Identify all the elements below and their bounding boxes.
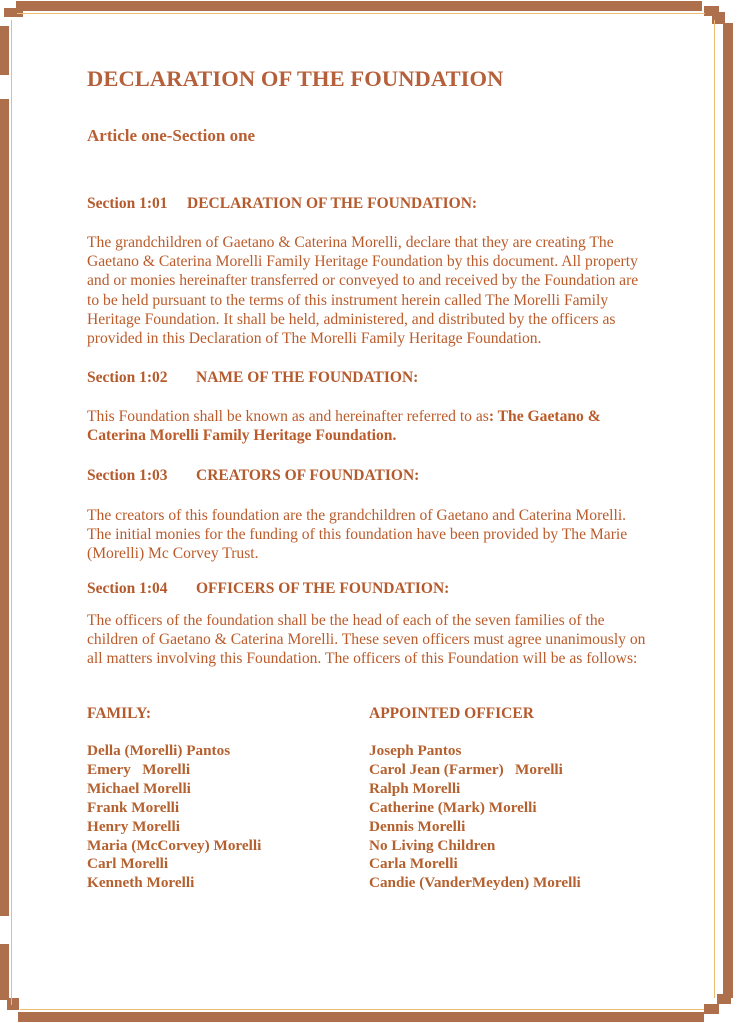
frame-inner-line-left (11, 20, 12, 1005)
family-name: Maria (McCorvey) Morelli (87, 836, 262, 854)
article-heading: Article one-Section one (87, 126, 256, 145)
officer-name: Catherine (Mark) Morelli (369, 798, 537, 816)
frame-bottom-right-corner (704, 1004, 719, 1014)
officer-name: Joseph Pantos (369, 742, 462, 759)
section-body-text: This Foundation shall be known as and hereinafter referred to as (87, 408, 489, 425)
family-name: Henry Morelli (87, 817, 180, 835)
section-number: Section 1:03 (87, 467, 168, 484)
section-title: DECLARATION OF THE FOUNDATION: (187, 195, 478, 212)
officer-name: Dennis Morelli (369, 817, 466, 835)
section-body: The creators of this foundation are the grandchildren of Gaetano and Caterina Morelli. The initial monies for the funding of this foundation have been provided by The Marie (Morelli) Mc Corvey Trust. (87, 507, 628, 563)
frame-top-left-corner (4, 8, 23, 17)
family-name: Emery Morelli (87, 760, 191, 778)
officer-name: No Living Children (369, 836, 496, 854)
section-number: Section 1:04 (87, 580, 168, 597)
section-title: NAME OF THE FOUNDATION: (196, 369, 419, 386)
frame-top-right-corner (704, 6, 719, 16)
document-title: DECLARATION OF THE FOUNDATION (87, 66, 504, 91)
section-body (87, 407, 627, 445)
section-heading (87, 580, 449, 598)
section-body: The grandchildren of Gaetano & Caterina Morelli, declare that they are creating The Gaetano & Caterina Morelli Family Heritage Foundation by this document. All property and or monies hereinafter transferred or conveyed to and received by the Foundation are to be held pursuant to the terms of this instrument herein called The Morelli Family Heritage Foundation. It shall be held, administered, and distributed by the officers as provided in this Declaration of The Morelli Family Heritage Foundation. (87, 234, 639, 348)
frame-left-bar-lower (0, 944, 9, 1000)
family-name: Kenneth Morelli (87, 874, 195, 892)
section-number: Section 1:01 (87, 195, 168, 212)
frame-inner-line-top (17, 13, 705, 14)
family-list (87, 742, 261, 893)
frame-left-bar-upper (0, 26, 9, 75)
section-title: OFFICERS OF THE FOUNDATION: (196, 580, 450, 597)
officer-name: Carla Morelli (369, 855, 458, 873)
frame-inner-line-bottom (20, 1009, 704, 1010)
frame-bottom-left-corner (7, 998, 19, 1010)
family-name: Della (Morelli) Pantos (87, 742, 231, 759)
officer-name: Ralph Morelli (369, 779, 461, 797)
officer-name: Carol Jean (Farmer) Morelli (369, 760, 563, 778)
section-heading (87, 195, 477, 213)
frame-top-right-corner-step (712, 12, 725, 24)
section-heading (87, 467, 419, 485)
foundation-name: : The Gaetano & Caterina Morelli Family Heritage Foundation. (87, 408, 601, 445)
frame-inner-line-right (714, 20, 715, 998)
frame-bottom-bar (18, 1012, 704, 1022)
frame-bottom-right-corner-step (717, 994, 731, 1004)
section-heading (87, 369, 418, 387)
family-name: Carl Morelli (87, 855, 169, 873)
officer-name: Candie (VanderMeyden) Morelli (369, 874, 581, 892)
officer-list (369, 742, 581, 893)
frame-left-bar-middle (0, 99, 9, 916)
family-name: Frank Morelli (87, 798, 180, 816)
section-title: CREATORS OF FOUNDATION: (196, 467, 420, 484)
section-number: Section 1:02 (87, 369, 168, 386)
officer-column-header: APPOINTED OFFICER (369, 705, 534, 722)
family-column-header: FAMILY: (87, 705, 152, 722)
frame-top-bar (16, 1, 702, 11)
family-name: Michael Morelli (87, 779, 191, 797)
frame-right-bar (723, 23, 733, 998)
section-body: The officers of the foundation shall be the head of each of the seven families of the children of Gaetano & Caterina Morelli. These seven officers must agree unanimously on all matters involving this Foundation. The officers of this Foundation will be as follows: (87, 612, 646, 668)
